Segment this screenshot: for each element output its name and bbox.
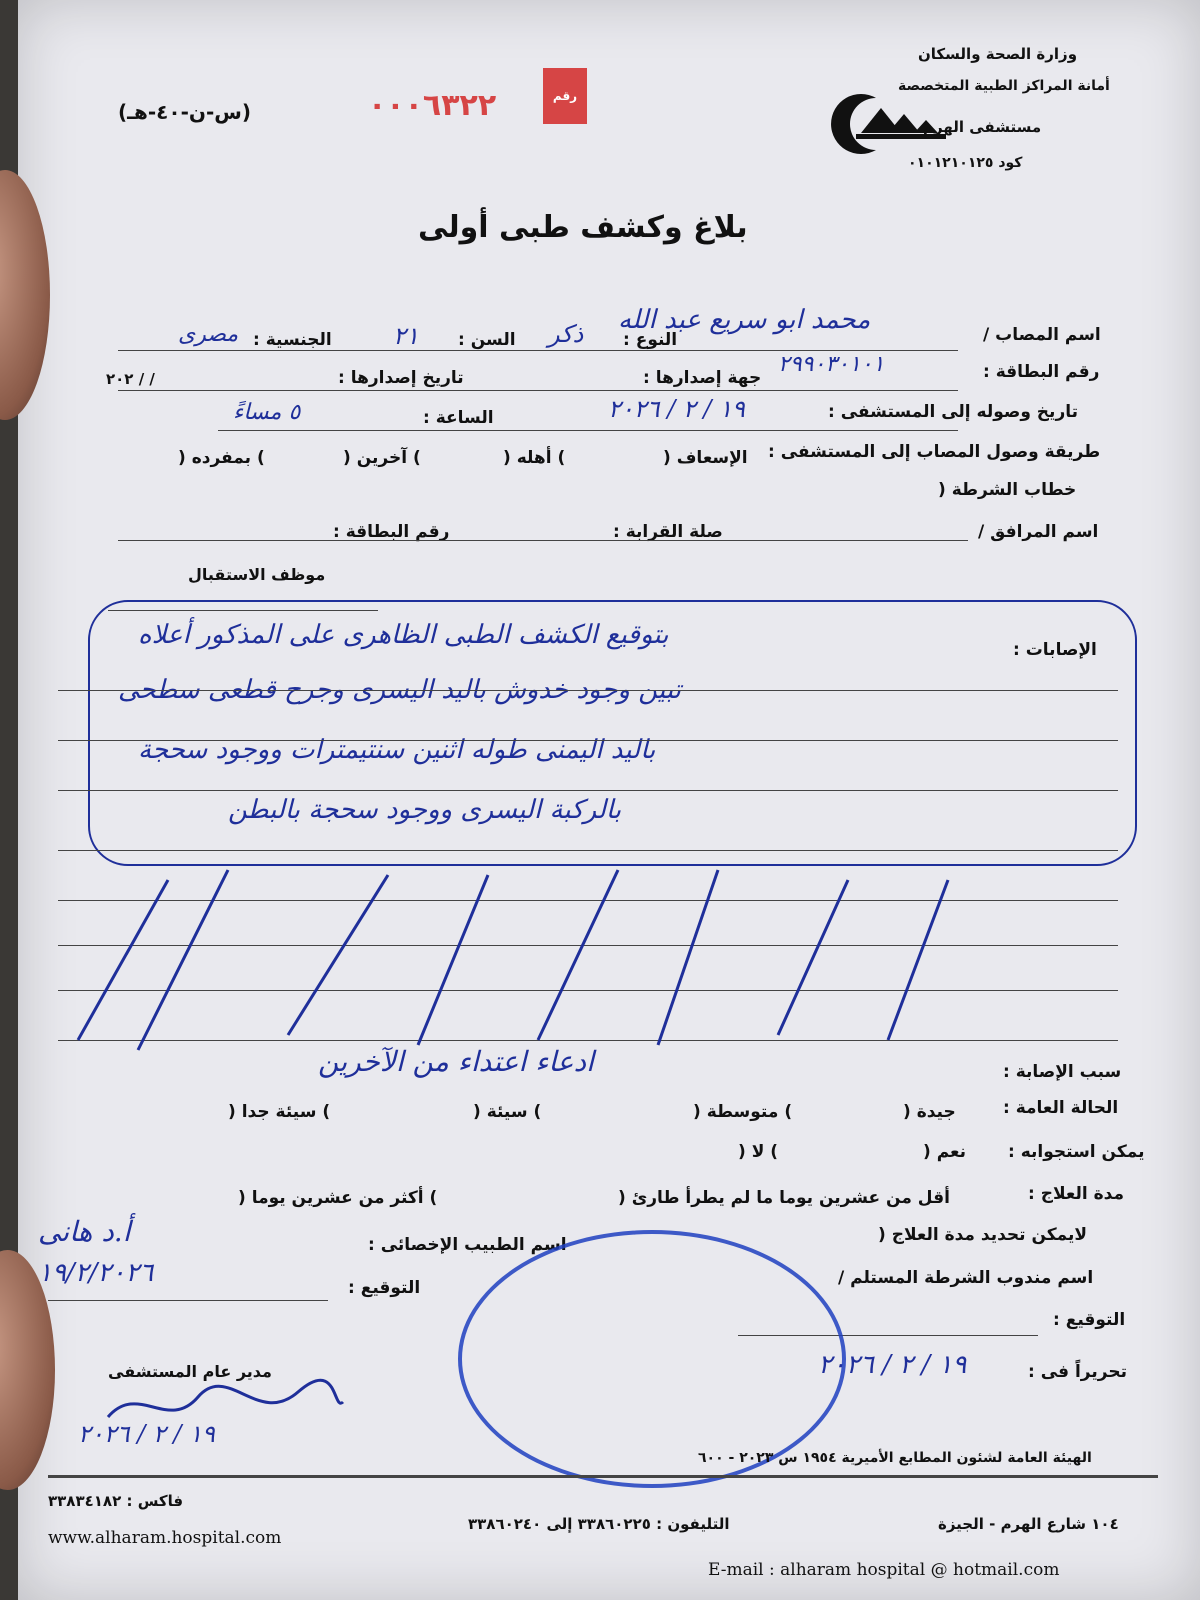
footer-fax: فاكس : ٣٣٨٣٤١٨٢ [48,1492,184,1510]
injured-name-label: اسم المصاب / [983,325,1101,345]
footer-phone: التليفون : ٣٣٨٦٠٢٢٥ إلى ٣٣٨٦٠٢٤٠ [468,1515,730,1533]
injuries-line-1: بتوقيع الكشف الطبى الظاهرى على المذكور أعلاه [138,620,669,650]
condition-medium: ) متوسطة ( [693,1102,793,1122]
director-label: مدير عام المستشفى [108,1362,272,1381]
ruled-line [58,740,1118,741]
hospital-name: مستشفى الهرم [923,118,1042,136]
option-alone: ) بمفرده ( [178,448,265,468]
condition-good: جيدة ( [903,1102,956,1122]
gender-label: النوع : [623,330,678,350]
companion-id-label: رقم البطاقة : [333,522,450,542]
doctor-signature-date: ١٩/٢/٢٠٢٦ [38,1258,154,1288]
hospital-code: كود ٠١٠١٢١٠١٢٥ [908,155,1023,171]
cannot-determine-label: لايمكن تحديد مدة العلاج ( [878,1225,1088,1245]
serial-number: ٠٠٠٦٣٢٢ [368,88,497,123]
relation-label: صلة القرابة : [613,522,723,542]
ruled-line [58,790,1118,791]
ruled-line [58,850,1118,851]
age-value: ٢١ [393,322,419,350]
row6-line [118,540,968,541]
option-no: ) لا ( [738,1142,779,1162]
form-code: (س-ن-٤٠-هـ) [118,100,251,124]
issuer-label: جهة إصدارها : [643,368,762,388]
footer-email: E-mail : alharam hospital @ hotmail.com [708,1560,1060,1580]
treatment-label: مدة العلاج : [1028,1184,1124,1204]
secretariat-name: أمانة المراكز الطبية المتخصصة [898,78,1110,94]
time-value: ٥ مساءً [233,400,301,425]
signature-label: التوقيع : [348,1278,421,1298]
condition-bad: ) سيئة ( [473,1102,542,1122]
strike-marks [18,860,1200,1060]
nationality-label: الجنسية : [253,330,332,350]
ruled-line [58,690,1118,691]
issue-date-label: تاريخ إصدارها : [338,368,464,388]
id-value: ٢٩٩٠٣٠١٠١ [778,352,885,377]
footer-website: www.alharam.hospital.com [48,1528,282,1548]
option-ambulance: الإسعاف ( [663,448,748,468]
form-paper [18,0,1200,1600]
footer-rule [48,1475,1158,1478]
footer-address: ١٠٤ شارع الهرم - الجيزة [938,1515,1119,1533]
specialist-label: اسم الطبيب الإخصائى : [368,1235,567,1255]
arrival-date-label: تاريخ وصوله إلى المستشفى : [828,402,1078,422]
row2-line [118,390,958,391]
injuries-line-4: بالركبة اليسرى ووجود سحجة بالبطن [228,795,622,825]
director-date: ١٩ / ٢ / ٢٠٢٦ [78,1420,215,1448]
arrival-method-label: طريقة وصول المصاب إلى المستشفى : [768,442,1101,462]
police-rep-label: اسم مندوب الشرطة المستلم / [838,1268,1094,1288]
written-in-label: تحريراً فى : [1028,1362,1127,1382]
gender-value: ذكر [548,320,584,348]
injuries-line-3: باليد اليمنى طوله اثنين سنتيمترات ووجود سحجة [138,735,656,765]
treatment-less-twenty: أقل من عشرين يوما ما لم يطرأ طارئ ( [618,1188,950,1208]
cause-value: ادعاء اعتداء من الآخرين [318,1045,594,1078]
printer-note: الهيئة العامة لشئون المطابع الأميرية ١٩٥٤ س ٢٠٢٣ - ٦٠٠ [698,1450,1092,1466]
row1-line [118,350,958,351]
age-label: السن : [458,330,516,350]
reception-label: موظف الاستقبال [188,565,326,584]
serial-label: رقم [543,68,587,124]
injured-name-value: محمد ابو سريع عبد الله [618,305,871,335]
time-label: الساعة : [423,408,494,428]
treatment-more-twenty: ) أكثر من عشرين يوما ( [238,1188,438,1208]
companion-label: اسم المرافق / [978,522,1099,542]
can-question-label: يمكن استجوابه : [1008,1142,1145,1162]
injuries-label: الإصابات : [1013,640,1097,660]
injuries-line-2: تبين وجود خدوش باليد اليسرى وجرح قطعى سطحى [118,675,681,705]
option-family: ) أهله ( [503,448,566,468]
option-yes: نعم ( [923,1142,966,1162]
cause-label: سبب الإصابة : [1003,1062,1122,1082]
condition-very-bad: ) سيئة جدا ( [228,1102,331,1122]
specialist-value: أ.د هانى [38,1215,131,1248]
police-letter-label: خطاب الشرطة ( [938,480,1077,500]
signature2-label: التوقيع : [1053,1310,1126,1330]
issue-date-template: / / ٢٠٢ [106,370,155,388]
written-in-value: ١٩ / ٢ / ٢٠٢٦ [818,1350,967,1380]
signature-line [48,1300,328,1301]
ministry-name: وزارة الصحة والسكان [918,45,1078,63]
option-others: ) آخرين ( [343,448,421,468]
director-signature-icon [98,1372,348,1442]
condition-label: الحالة العامة : [1003,1098,1119,1118]
nationality-value: مصرى [178,322,239,347]
arrival-date-value: ١٩ / ٢ / ٢٠٢٦ [608,395,745,423]
form-title: بلاغ وكشف طبى أولى [418,210,748,245]
row3-line [218,430,958,431]
id-label: رقم البطاقة : [983,362,1100,382]
